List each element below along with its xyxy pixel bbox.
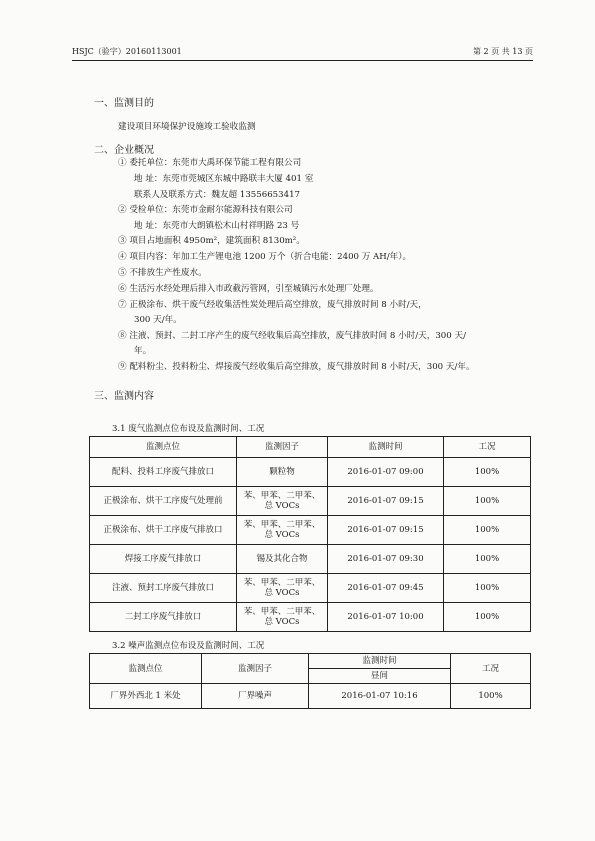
table-caption: 3.2 噪声监测点位布设及监测时间、工况 — [112, 641, 265, 651]
section-title-content: 三、监测内容 — [94, 391, 154, 402]
column-header: 监测点位 — [90, 654, 202, 684]
exhaust-monitoring-table — [89, 436, 531, 632]
table-row — [90, 684, 531, 709]
monitoring-point: 厂界外西北 1 米处 — [90, 684, 202, 709]
company-item: 300 天/年。 — [134, 315, 182, 325]
table-header-row — [90, 437, 531, 458]
document-id: HSJC（验字）20160113001 — [72, 47, 182, 56]
monitoring-time: 2016-01-07 09:00 — [328, 458, 444, 487]
monitoring-factor: 颗粒物 — [237, 458, 328, 487]
operating-status: 100% — [444, 487, 531, 516]
header-divider — [72, 60, 533, 61]
table-row — [90, 458, 531, 487]
column-header: 工况 — [451, 654, 531, 684]
company-item: ⑧ 注液、预封、二封工序产生的废气经收集后高空排放，废气排放时间 8 小时/天，300 天/ — [118, 331, 466, 341]
monitoring-time: 2016-01-07 09:45 — [328, 574, 444, 603]
company-item: 地 址：东莞市莞城区东城中路联丰大厦 401 室 — [134, 174, 314, 184]
column-header: 工况 — [444, 437, 531, 458]
column-header: 监测因子 — [237, 437, 328, 458]
monitoring-time: 2016-01-07 09:15 — [328, 516, 444, 545]
purpose-text: 建设项目环境保护设施竣工验收监测 — [118, 122, 256, 132]
monitoring-factor: 苯、甲苯、二甲苯、 总 VOCs — [237, 574, 328, 603]
company-item: ⑤ 不排放生产性废水。 — [118, 268, 207, 278]
monitoring-time: 2016-01-07 10:16 — [309, 684, 451, 709]
monitoring-point: 二封工序废气排放口 — [90, 603, 237, 632]
monitoring-factor: 厂界噪声 — [202, 684, 309, 709]
company-item: ④ 项目内容：年加工生产锂电池 1200 万个（折合电能：2400 万 AH/年）。 — [118, 252, 412, 262]
column-header: 监测因子 — [202, 654, 309, 684]
monitoring-point: 注液、预封工序废气排放口 — [90, 574, 237, 603]
table-caption: 3.1 废气监测点位布设及监测时间、工况 — [112, 424, 265, 434]
operating-status: 100% — [444, 545, 531, 574]
company-item: ⑥ 生活污水经处理后排入市政截污管网，引至城镇污水处理厂处理。 — [118, 284, 379, 294]
operating-status: 100% — [444, 603, 531, 632]
monitoring-time: 2016-01-07 09:15 — [328, 487, 444, 516]
company-item: 联系人及联系方式：魏友超 13556653417 — [134, 190, 301, 200]
company-item: ③ 项目占地面积 4950m²，建筑面积 8130m²。 — [118, 236, 305, 246]
monitoring-factor: 苯、甲苯、二甲苯、 总 VOCs — [237, 487, 328, 516]
section-title-company: 二、企业概况 — [94, 145, 154, 156]
monitoring-point: 正极涂布、烘干工序废气处理前 — [90, 487, 237, 516]
operating-status: 100% — [444, 574, 531, 603]
table-row — [90, 516, 531, 545]
column-header: 监测时间 — [309, 654, 451, 669]
monitoring-time: 2016-01-07 09:30 — [328, 545, 444, 574]
table-row — [90, 574, 531, 603]
column-header: 监测点位 — [90, 437, 237, 458]
operating-status: 100% — [451, 684, 531, 709]
table-row — [90, 603, 531, 632]
operating-status: 100% — [444, 516, 531, 545]
table-row — [90, 487, 531, 516]
table-header-row — [90, 654, 531, 669]
company-item: ⑦ 正极涂布、烘干废气经收集活性炭处理后高空排放，废气排放时间 8 小时/天， — [118, 300, 427, 310]
company-item: 地 址：东莞市大朗镇松木山村祥明路 23 号 — [134, 221, 300, 231]
noise-monitoring-table — [89, 653, 531, 709]
column-header: 监测时间 — [328, 437, 444, 458]
monitoring-factor: 苯、甲苯、二甲苯、 总 VOCs — [237, 603, 328, 632]
company-item: ⑨ 配料粉尘、投料粉尘、焊接废气经收集后高空排放，废气排放时间 8 小时/天，300 天/年。 — [118, 362, 475, 372]
monitoring-time: 2016-01-07 10:00 — [328, 603, 444, 632]
column-subheader: 昼间 — [309, 669, 451, 684]
monitoring-point: 焊接工序废气排放口 — [90, 545, 237, 574]
monitoring-factor: 锡及其化合物 — [237, 545, 328, 574]
table-row — [90, 545, 531, 574]
operating-status: 100% — [444, 458, 531, 487]
company-item: ② 受检单位：东莞市金耐尔能源科技有限公司 — [118, 205, 293, 215]
monitoring-point: 正极涂布、烘干工序废气排放口 — [90, 516, 237, 545]
page-number: 第 2 页 共 13 页 — [473, 47, 533, 56]
monitoring-point: 配料、投料工序废气排放口 — [90, 458, 237, 487]
company-item: 年。 — [134, 346, 152, 356]
page-header — [72, 47, 533, 57]
monitoring-factor: 苯、甲苯、二甲苯、 总 VOCs — [237, 516, 328, 545]
company-item: ① 委托单位：东莞市大禹环保节能工程有限公司 — [118, 158, 302, 168]
section-title-purpose: 一、监测目的 — [94, 98, 154, 109]
